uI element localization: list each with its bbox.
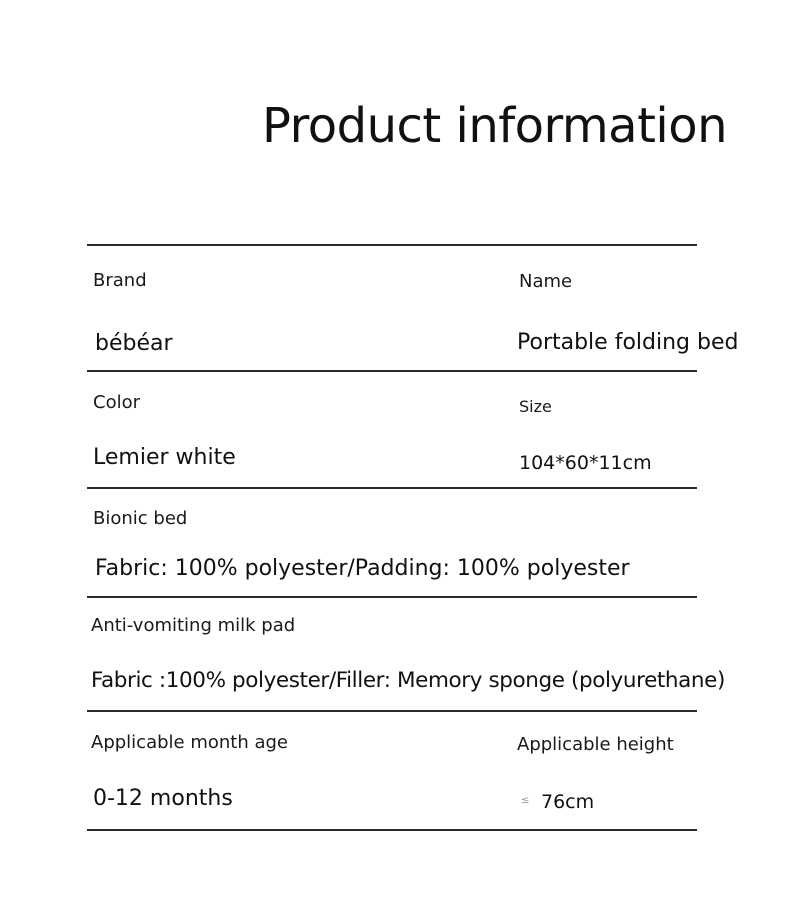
- divider: [87, 596, 697, 598]
- month-age-value: 0-12 months: [93, 786, 233, 811]
- page-title: Product information: [262, 98, 728, 154]
- divider: [87, 487, 697, 489]
- brand-value: bébéar: [95, 331, 173, 356]
- bionic-bed-value: Fabric: 100% polyester/Padding: 100% polyester: [95, 556, 630, 581]
- bionic-bed-label: Bionic bed: [93, 508, 188, 529]
- color-label: Color: [93, 392, 140, 413]
- name-label: Name: [519, 271, 573, 292]
- milk-pad-value: Fabric :100% polyester/Filler: Memory sponge (polyurethane): [91, 668, 725, 693]
- name-value: Portable folding bed: [517, 330, 739, 355]
- divider: [87, 370, 697, 372]
- brand-label: Brand: [93, 270, 147, 291]
- height-value: 76cm: [541, 791, 595, 813]
- color-value: Lemier white: [93, 445, 236, 470]
- size-label: Size: [519, 397, 552, 416]
- size-value: 104*60*11cm: [519, 452, 652, 474]
- divider: [87, 244, 697, 246]
- divider: [87, 829, 697, 831]
- month-age-label: Applicable month age: [91, 732, 288, 753]
- divider: [87, 710, 697, 712]
- milk-pad-label: Anti-vomiting milk pad: [91, 615, 296, 636]
- height-label: Applicable height: [517, 734, 674, 755]
- less-equal-mark: ≤: [521, 795, 530, 806]
